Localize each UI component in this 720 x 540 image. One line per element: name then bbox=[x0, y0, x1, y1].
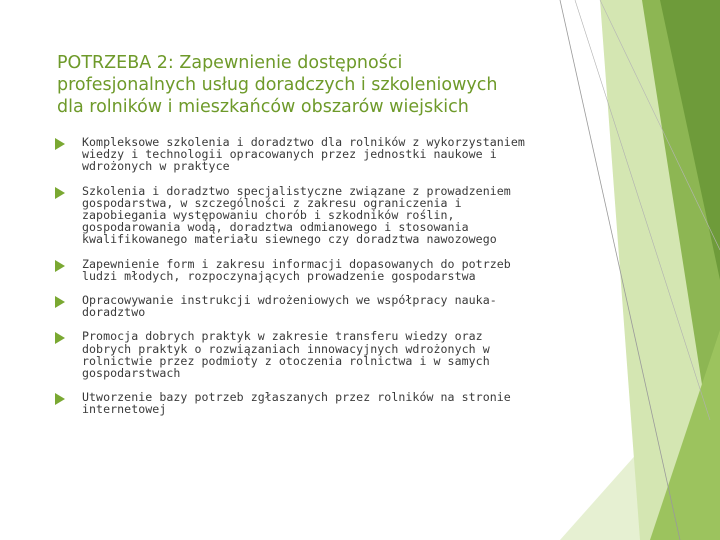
bullet-item bbox=[55, 391, 555, 415]
triangle-bullet-icon bbox=[55, 260, 65, 272]
bullet-item bbox=[55, 258, 555, 282]
bullet-text: Opracowywanie instrukcji wdrożeniowych we współpracy nauka- doradztwo bbox=[82, 293, 497, 320]
bullet-text: Utworzenie bazy potrzeb zgłaszanych przez rolników na stronie internetowej bbox=[82, 390, 511, 417]
bullet-item bbox=[55, 185, 555, 246]
bullet-list bbox=[55, 136, 555, 428]
bullet-text: Kompleksowe szkolenia i doradztwo dla rolników z wykorzystaniem wiedzy i technologii opracowanych przez jednostki naukowe i wdrożonych w praktyce bbox=[82, 135, 525, 174]
slide-title: POTRZEBA 2: Zapewnienie dostępności profesjonalnych usług doradczych i szkoleniowych dla rolników i mieszkańców obszarów wiejskich bbox=[57, 53, 498, 117]
bullet-text: Zapewnienie form i zakresu informacji dopasowanych do potrzeb ludzi młodych, rozpoczynających prowadzenie gospodarstwa bbox=[82, 256, 511, 283]
bullet-text: Promocja dobrych praktyk w zakresie transferu wiedzy oraz dobrych praktyk o rozwiązaniach innowacyjnych wdrożonych w rolnictwie przez podmioty z otoczenia rolnictwa i w samych gospodarstwach bbox=[82, 329, 490, 381]
bullet-item bbox=[55, 294, 555, 318]
bullet-text: Szkolenia i doradztwo specjalistyczne związane z prowadzeniem gospodarstwa, w szczególności z zakresu ograniczenia i zapobiegania występowaniu chorób i szkodników roślin, gospodarowania wodą, doradztwa odmianowego i stosowania kwalifikowanego materiału siewnego czy doradztwa nawozowego bbox=[82, 183, 511, 247]
triangle-bullet-icon bbox=[55, 187, 65, 199]
triangle-bullet-icon bbox=[55, 138, 65, 150]
triangle-bullet-icon bbox=[55, 393, 65, 405]
bullet-item bbox=[55, 330, 555, 379]
bullet-item bbox=[55, 136, 555, 173]
triangle-bullet-icon bbox=[55, 332, 65, 344]
triangle-bullet-icon bbox=[55, 296, 65, 308]
